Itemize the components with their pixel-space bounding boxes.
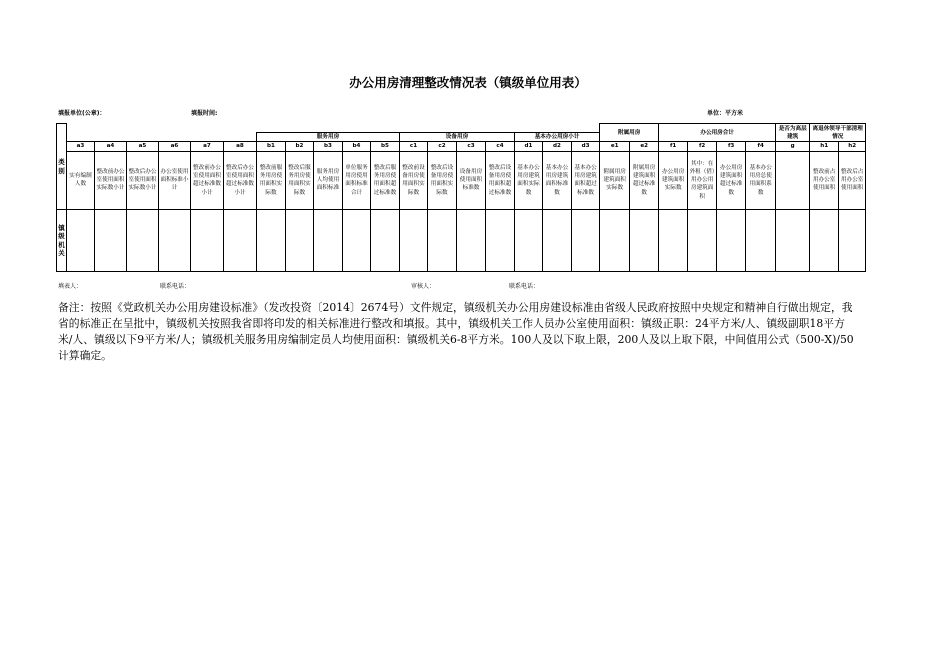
data-cell <box>191 210 224 272</box>
column-code: f4 <box>746 142 776 151</box>
header-blank <box>67 124 600 133</box>
column-header: 整改前设备用房使用面积实际数 <box>400 151 428 210</box>
data-cell <box>343 210 371 272</box>
rectification-table <box>56 123 866 272</box>
column-code: g <box>776 142 810 151</box>
column-header: 整改后设备用房使用面积实际数 <box>428 151 457 210</box>
column-header: 实有编制人数 <box>67 151 95 210</box>
data-cell <box>717 210 746 272</box>
column-header: 整改前占用办公室使用面积 <box>810 151 839 210</box>
data-cell <box>572 210 600 272</box>
filler-label: 填表人： <box>58 283 83 290</box>
column-code: a7 <box>191 142 224 151</box>
column-code: b4 <box>343 142 371 151</box>
data-cell <box>400 210 428 272</box>
column-code: b2 <box>286 142 314 151</box>
column-header: 其中：在外租（借）用办公用房建筑面积 <box>688 151 717 210</box>
reporting-unit-label: 填报单位(公章)： <box>58 110 106 117</box>
data-cell <box>314 210 343 272</box>
column-code: c4 <box>486 142 515 151</box>
group-tall-building: 是否为高层建筑 <box>776 124 810 142</box>
data-cell <box>428 210 457 272</box>
column-code: f3 <box>717 142 746 151</box>
column-header: 附属用房建筑面积超过标准数 <box>630 151 659 210</box>
column-code: h1 <box>810 142 839 151</box>
column-code: f2 <box>688 142 717 151</box>
column-header: 设备用房使用面积标准数 <box>457 151 486 210</box>
data-cell <box>688 210 717 272</box>
column-header: 整改后办公室使用面积超过标准数小计 <box>224 151 257 210</box>
group-office-blank <box>67 133 257 142</box>
remarks-note: 备注：按照《党政机关办公用房建设标准》（发改投资〔2014〕2674号）文件规定，镇级机关办公用房建设标准由省级人民政府按照中央规定和精神自行做出规定，我省的标准正在呈批中，镇级机关按照我省即将印发的相关标准进行整改和填报。其中，镇级机关工作人员办公室使用面积：镇级正职：24平方米/人、镇级副职18平方米/人、镇级以下9平方米/人；镇级机关服务用房编制定员人均使用面积：镇级机关6-8平方米。100人及以下取上限，200人及以上取下限，中间值用公式（500-X)/50计算确定。 <box>58 301 854 362</box>
column-header: 整改后服务用房使用面积实际数 <box>286 151 314 210</box>
filler-phone-label: 联系电话： <box>160 283 191 290</box>
column-code: f1 <box>659 142 688 151</box>
column-header: 整改前服务用房使用面积实际数 <box>257 151 286 210</box>
group-auxiliary: 附属用房 <box>600 124 659 142</box>
category-header: 类 别 <box>57 124 67 210</box>
column-code: a4 <box>95 142 127 151</box>
data-cell <box>839 210 866 272</box>
column-code: a6 <box>159 142 191 151</box>
group-service: 服务用房 <box>257 133 400 142</box>
column-code: d1 <box>515 142 543 151</box>
column-code: c2 <box>428 142 457 151</box>
data-cell <box>371 210 400 272</box>
column-code: h2 <box>839 142 866 151</box>
column-code: a8 <box>224 142 257 151</box>
column-header: 整改前办公室使用面积超过标准数小计 <box>191 151 224 210</box>
data-cell <box>776 210 810 272</box>
column-code: e2 <box>630 142 659 151</box>
data-cell <box>600 210 630 272</box>
reviewer-phone-label: 联系电话： <box>509 283 540 290</box>
column-header: 基本办公用房建筑面积实际数 <box>515 151 543 210</box>
column-code: d3 <box>572 142 600 151</box>
group-basic-subtotal: 基本办公用房小计 <box>515 133 600 142</box>
column-header: 服务用房人均使用面积标准 <box>314 151 343 210</box>
data-cell <box>515 210 543 272</box>
data-cell <box>746 210 776 272</box>
column-header: 整改前办公室使用面积实际数小计 <box>95 151 127 210</box>
reporting-time-label: 填报时间: <box>191 110 218 117</box>
data-cell <box>659 210 688 272</box>
column-code: b3 <box>314 142 343 151</box>
data-cell <box>159 210 191 272</box>
column-header: 办公用房建筑面积超过标准数 <box>717 151 746 210</box>
column-header: 单位服务用房使用面积标准合计 <box>343 151 371 210</box>
column-header: 整改后办公室使用面积实际数小计 <box>127 151 159 210</box>
data-cell <box>224 210 257 272</box>
column-header: 附属用房建筑面积实际数 <box>600 151 630 210</box>
column-header: 办公用房建筑面积实际数 <box>659 151 688 210</box>
data-cell <box>95 210 127 272</box>
reviewer-label: 审核人： <box>411 283 436 290</box>
column-code: d2 <box>543 142 572 151</box>
column-header: 办公室使用面积标准小计 <box>159 151 191 210</box>
group-office-total: 办公用房合计 <box>659 124 776 142</box>
column-code: b5 <box>371 142 400 151</box>
data-cell <box>486 210 515 272</box>
column-code: c1 <box>400 142 428 151</box>
data-cell <box>543 210 572 272</box>
column-code: a3 <box>67 142 95 151</box>
column-header: 整改后占用办公室使用面积 <box>839 151 866 210</box>
page-title: 办公用房清理整改情况表（镇级单位用表） <box>349 75 587 90</box>
data-cell <box>630 210 659 272</box>
column-code: a5 <box>127 142 159 151</box>
column-header <box>776 151 810 210</box>
data-cell <box>67 210 95 272</box>
column-code: b1 <box>257 142 286 151</box>
group-retired-leader: 离退休领导干部清理情况 <box>810 124 866 142</box>
column-header: 整改后设备用房使用面积超过标准数 <box>486 151 515 210</box>
data-cell <box>810 210 839 272</box>
data-cell <box>286 210 314 272</box>
row-label-town-agency: 镇 级 机 关 <box>57 210 67 272</box>
data-cell <box>257 210 286 272</box>
data-cell <box>127 210 159 272</box>
column-header: 基本办公用房建筑面积超过标准数 <box>572 151 600 210</box>
column-header: 基本办公用房建筑面积标准数 <box>543 151 572 210</box>
column-code: c3 <box>457 142 486 151</box>
column-header: 基本办公用房总使用面积系数 <box>746 151 776 210</box>
data-cell <box>457 210 486 272</box>
group-equipment: 设备用房 <box>400 133 515 142</box>
column-code: e1 <box>600 142 630 151</box>
measure-unit-label: 单位：平方米 <box>707 110 744 117</box>
column-header: 整改后服务用房使用面积超过标准数 <box>371 151 400 210</box>
